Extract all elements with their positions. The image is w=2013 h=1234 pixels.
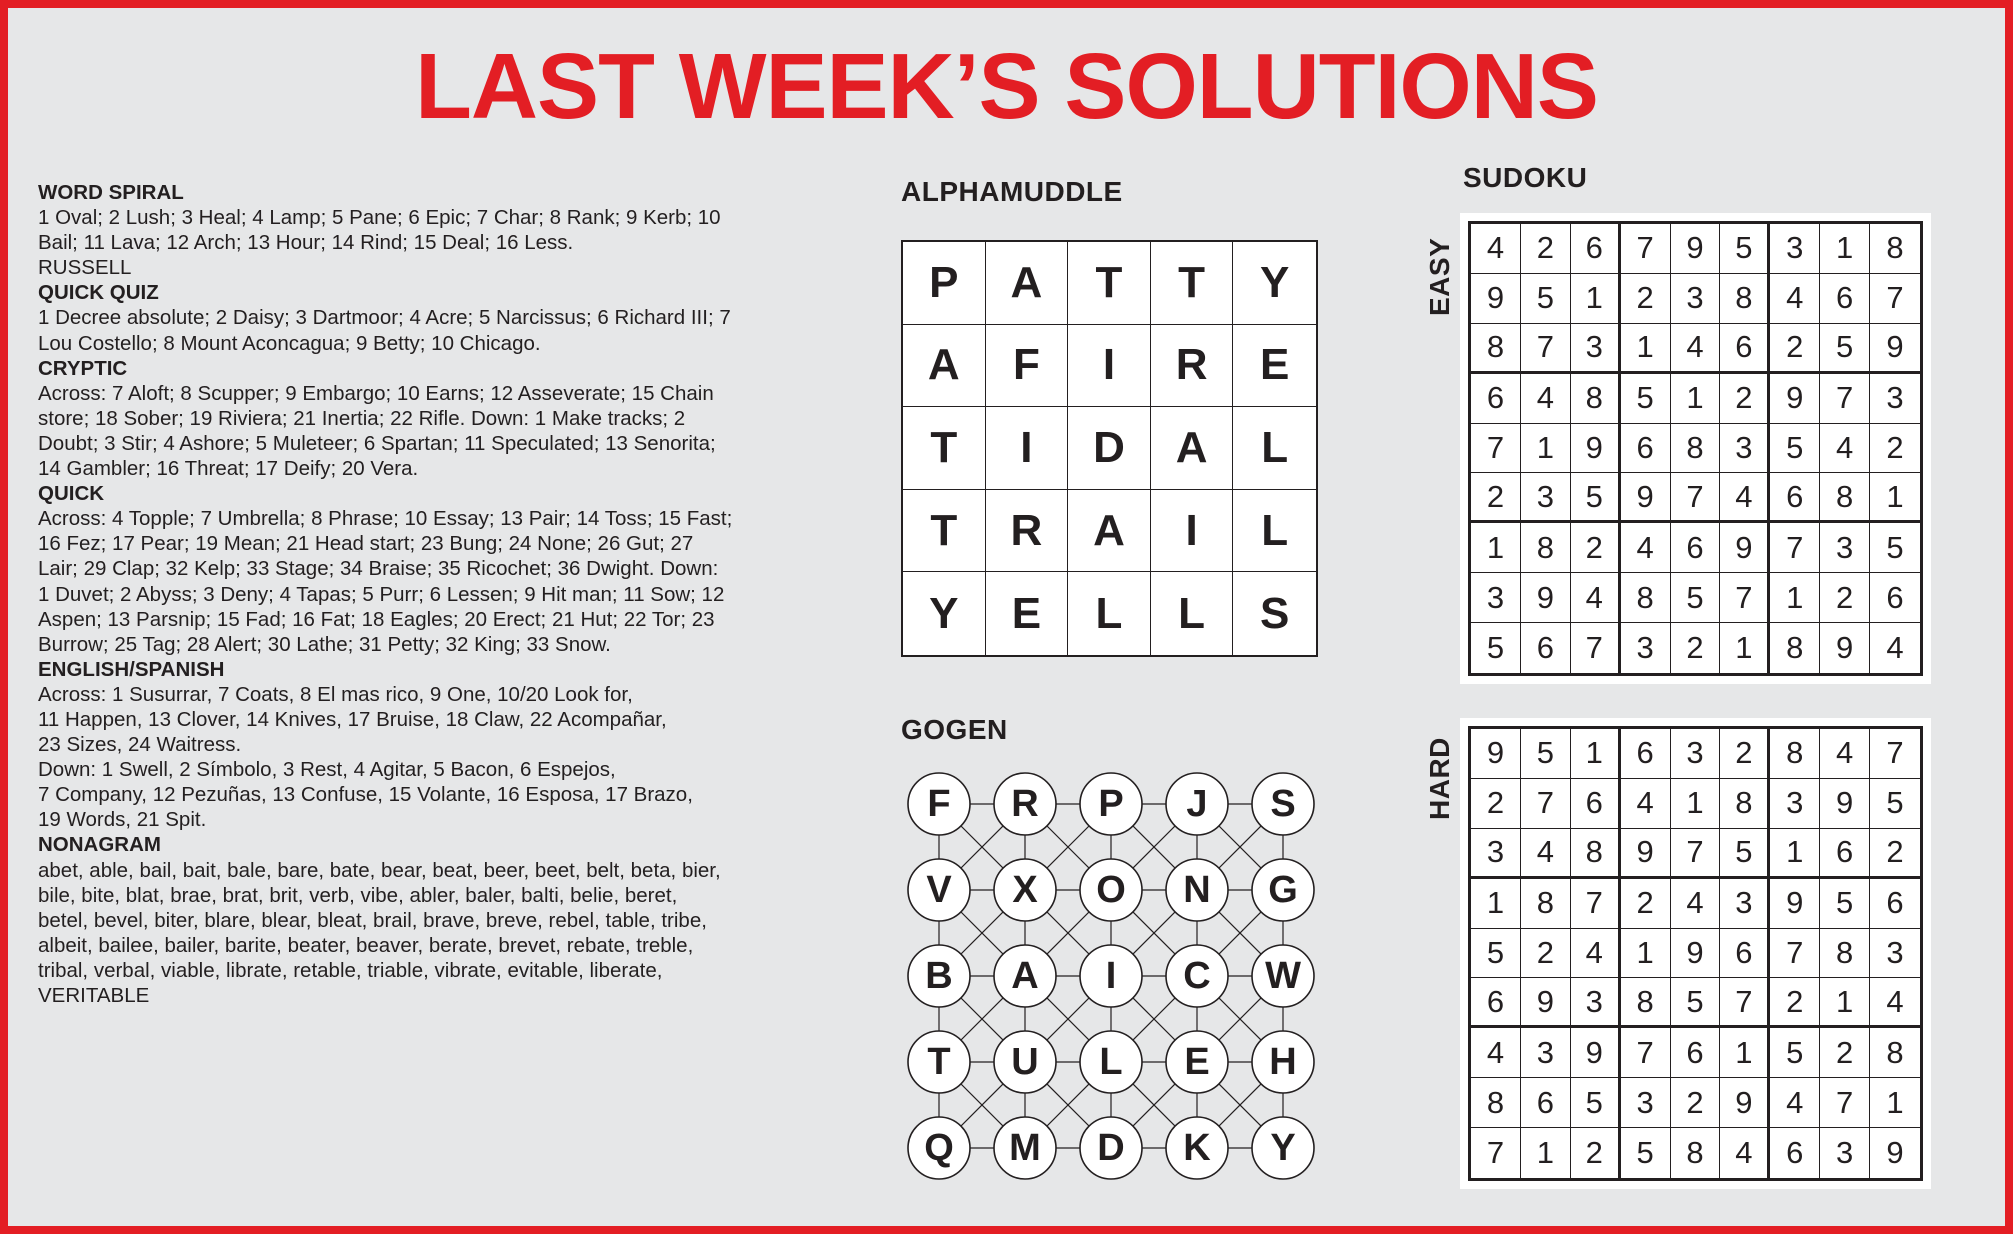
sudoku-cell: 9 — [1770, 374, 1820, 424]
sudoku-cell: 3 — [1621, 623, 1671, 673]
alphamuddle-cell: A — [1151, 407, 1234, 490]
sudoku-cell: 1 — [1571, 729, 1621, 779]
gogen-letter: P — [1098, 783, 1124, 825]
alphamuddle-cell: A — [903, 325, 986, 408]
sudoku-cell: 4 — [1521, 374, 1571, 424]
alphamuddle-cell: I — [1068, 325, 1151, 408]
alphamuddle-cell: T — [903, 407, 986, 490]
sudoku-cell: 7 — [1870, 729, 1920, 779]
sudoku-cell: 3 — [1471, 573, 1521, 623]
sudoku-cell: 9 — [1870, 324, 1920, 374]
sudoku-cell: 2 — [1770, 324, 1820, 374]
sudoku-cell: 1 — [1820, 978, 1870, 1028]
sudoku-cell: 1 — [1621, 324, 1671, 374]
sudoku-cell: 4 — [1621, 523, 1671, 573]
gogen-letter: C — [1183, 955, 1211, 997]
alphamuddle-cell: Y — [903, 572, 986, 655]
gogen-letter: L — [1099, 1041, 1123, 1083]
gogen-grid — [903, 768, 1323, 1188]
sudoku-cell: 3 — [1820, 1128, 1870, 1178]
sudoku-cell: 2 — [1870, 424, 1920, 474]
sudoku-cell: 4 — [1571, 929, 1621, 979]
alphamuddle-cell: I — [986, 407, 1069, 490]
gogen-letter: B — [925, 955, 953, 997]
sudoku-cell: 3 — [1770, 224, 1820, 274]
sudoku-cell: 6 — [1571, 779, 1621, 829]
solution-heading: ENGLISH/SPANISH — [38, 657, 225, 681]
gogen-letter: M — [1009, 1127, 1041, 1169]
sudoku-cell: 5 — [1571, 1078, 1621, 1128]
sudoku-cell: 9 — [1571, 424, 1621, 474]
sudoku-cell: 9 — [1621, 829, 1671, 879]
sudoku-cell: 4 — [1820, 424, 1870, 474]
solution-body: abet, able, bail, bait, bale, bare, bate, bear, beat, beer, beet, belt, beta, bier, bile, bite, blat, brae, brat, brit, verb, vibe, abler, baler, balti, belie, beret, betel, bevel, biter, blare, blear, bleat, brail, brave, breve, rebel, table, tribe, albeit, bailee, bailer, barite, beater, beaver, berate, brevet, rebate, treble, tribal, verbal, viable, librate, retable, triable, vibrate, evitable, liberate, VERITABLE — [38, 858, 721, 1007]
sudoku-cell: 4 — [1521, 829, 1571, 879]
alphamuddle-cell: A — [1068, 490, 1151, 573]
sudoku-cell: 7 — [1870, 274, 1920, 324]
sudoku-cell: 4 — [1720, 473, 1770, 523]
gogen-letter: K — [1183, 1127, 1211, 1169]
solution-body: 1 Decree absolute; 2 Daisy; 3 Dartmoor; 4 Acre; 5 Narcissus; 6 Richard III; 7 Lou Costello; 8 Mount Aconcagua; 9 Betty; 10 Chicago. — [38, 306, 731, 355]
sudoku-cell: 7 — [1720, 978, 1770, 1028]
gogen-title: GOGEN — [901, 714, 1008, 745]
sudoku-cell: 5 — [1571, 473, 1621, 523]
sudoku-cell: 6 — [1820, 274, 1870, 324]
sudoku-cell: 7 — [1671, 829, 1721, 879]
sudoku-cell: 4 — [1720, 1128, 1770, 1178]
sudoku-cell: 1 — [1521, 1128, 1571, 1178]
gogen-letter: E — [1184, 1041, 1210, 1083]
sudoku-cell: 1 — [1571, 274, 1621, 324]
sudoku-cell: 2 — [1820, 573, 1870, 623]
sudoku-cell: 8 — [1870, 1028, 1920, 1078]
sudoku-cell: 9 — [1671, 929, 1721, 979]
sudoku-cell: 7 — [1521, 779, 1571, 829]
sudoku-cell: 1 — [1820, 224, 1870, 274]
sudoku-cell: 5 — [1820, 879, 1870, 929]
sudoku-cell: 2 — [1571, 1128, 1621, 1178]
sudoku-cell: 6 — [1521, 1078, 1571, 1128]
gogen-letter: I — [1105, 955, 1117, 997]
sudoku-cell: 7 — [1770, 523, 1820, 573]
alphamuddle-cell: L — [1233, 407, 1316, 490]
sudoku-cell: 1 — [1720, 623, 1770, 673]
sudoku-cell: 1 — [1471, 523, 1521, 573]
sudoku-cell: 9 — [1886, 1135, 1904, 1171]
sudoku-cell: 5 — [1621, 374, 1671, 424]
sudoku-cell: 2 — [1671, 1078, 1721, 1128]
sudoku-cell: 8 — [1671, 1128, 1721, 1178]
sudoku-cell: 8 — [1571, 374, 1621, 424]
solution-heading: CRYPTIC — [38, 356, 128, 380]
sudoku-cell: 7 — [1471, 424, 1521, 474]
sudoku-cell: 8 — [1820, 473, 1870, 523]
sudoku-cell: 2 — [1820, 1028, 1870, 1078]
page-title: LAST WEEK’S SOLUTIONS — [415, 34, 1598, 138]
gogen-letter: V — [926, 869, 952, 911]
sudoku-cell: 5 — [1720, 829, 1770, 879]
sudoku-cell: 9 — [1820, 779, 1870, 829]
sudoku-cell: 8 — [1720, 779, 1770, 829]
sudoku-cell: 9 — [1720, 1078, 1770, 1128]
sudoku-cell: 9 — [1521, 573, 1571, 623]
sudoku-cell: 7 — [1720, 573, 1770, 623]
sudoku-cell: 5 — [1820, 324, 1870, 374]
alphamuddle-cell: L — [1233, 490, 1316, 573]
sudoku-easy-grid — [1468, 221, 1923, 676]
sudoku-cell: 7 — [1621, 224, 1671, 274]
sudoku-cell: 3 — [1870, 374, 1920, 424]
sudoku-cell: 7 — [1471, 1128, 1521, 1178]
sudoku-cell: 2 — [1870, 829, 1920, 879]
sudoku-hard-grid — [1468, 726, 1923, 1181]
gogen-letter: J — [1186, 783, 1208, 825]
alphamuddle-cell: Y — [1233, 242, 1316, 325]
sudoku-cell: 9 — [1571, 1028, 1621, 1078]
sudoku-cell: 8 — [1671, 424, 1721, 474]
sudoku-cell: 3 — [1720, 424, 1770, 474]
sudoku-easy-label: EASY — [1424, 237, 1455, 316]
sudoku-cell: 8 — [1870, 224, 1920, 274]
sudoku-cell: 1 — [1671, 374, 1721, 424]
sudoku-cell: 1 — [1720, 1028, 1770, 1078]
sudoku-cell: 3 — [1671, 729, 1721, 779]
solution-body: 1 Oval; 2 Lush; 3 Heal; 4 Lamp; 5 Pane; 6 Epic; 7 Char; 8 Rank; 9 Kerb; 10 Bail; 11 Lava; 12 Arch; 13 Hour; 14 Rind; 15 Deal; 16 Less. RUSSELL — [38, 206, 721, 280]
alphamuddle-cell: E — [986, 572, 1069, 655]
solution-heading: QUICK QUIZ — [38, 281, 159, 305]
sudoku-cell: 4 — [1621, 779, 1671, 829]
gogen-letter: F — [927, 783, 951, 825]
solution-body: Across: 4 Topple; 7 Umbrella; 8 Phrase; 10 Essay; 13 Pair; 14 Toss; 15 Fast; 16 Fez; 17 Pear; 19 Mean; 21 Head start; 23 Bung; 24 None; 26 Gut; 27 Lair; 29 Clap; 32 Kelp; 33 Stage; 34 Braise; 35 Ricochet; 36 Dwight. Down: 1 Duvet; 2 Abyss; 3 Deny; 4 Tapas; 5 Purr; 6 Lessen; 9 Hit man; 11 Sow; 12 Aspen; 13 Parsnip; 15 Fad; 16 Fat; 18 Eagles; 20 Erect; 21 Hut; 22 Tor; 23 Burrow; 25 Tag; 28 Alert; 30 Lathe; 31 Petty; 32 King; 33 Snow. — [38, 507, 733, 656]
sudoku-cell: 1 — [1521, 424, 1571, 474]
sudoku-cell: 2 — [1671, 623, 1721, 673]
sudoku-cell: 3 — [1571, 324, 1621, 374]
sudoku-cell: 7 — [1571, 879, 1621, 929]
sudoku-cell: 9 — [1621, 473, 1671, 523]
sudoku-cell: 8 — [1471, 324, 1521, 374]
sudoku-cell: 6 — [1571, 224, 1621, 274]
solution-cryptic — [38, 356, 818, 481]
sudoku-cell: 6 — [1621, 729, 1671, 779]
solution-quick-quiz — [38, 280, 818, 355]
sudoku-cell: 4 — [1770, 274, 1820, 324]
sudoku-cell: 5 — [1521, 729, 1571, 779]
solution-body: Across: 1 Susurrar, 7 Coats, 8 El mas rico, 9 One, 10/20 Look for, 11 Happen, 13 Clover, 14 Knives, 17 Bruise, 18 Claw, 22 Acompañar, 23 Sizes, 24 Waitress. Down: 1 Swell, 2 Símbolo, 3 Rest, 4 Agitar, 5 Bacon, 6 Espejos, 7 Company, 12 Pezuñas, 13 Confuse, 15 Volante, 16 Esposa, 17 Brazo, 19 Words, 21 Spit. — [38, 682, 693, 832]
solution-heading: WORD SPIRAL — [38, 181, 184, 204]
sudoku-cell: 8 — [1770, 729, 1820, 779]
sudoku-cell: 6 — [1870, 573, 1920, 623]
sudoku-cell: 2 — [1521, 929, 1571, 979]
alphamuddle-title: ALPHAMUDDLE — [901, 176, 1123, 207]
sudoku-cell: 3 — [1720, 879, 1770, 929]
sudoku-cell: 8 — [1621, 978, 1671, 1028]
alphamuddle-cell: T — [1068, 242, 1151, 325]
sudoku-cell: 6 — [1720, 324, 1770, 374]
gogen-letter: A — [1011, 955, 1039, 997]
gogen-letter: N — [1183, 869, 1211, 911]
sudoku-cell: 4 — [1820, 729, 1870, 779]
alphamuddle-cell: R — [1151, 325, 1234, 408]
sudoku-cell: 6 — [1820, 829, 1870, 879]
alphamuddle-cell: R — [986, 490, 1069, 573]
solution-body: Across: 7 Aloft; 8 Scupper; 9 Embargo; 10 Earns; 12 Asseverate; 15 Chain store; 18 Sober; 19 Riviera; 21 Inertia; 22 Rifle. Down: 1 Make tracks; 2 Doubt; 3 Stir; 4 Ashore; 5 Muleteer; 6 Spartan; 11 Speculated; 13 Senorita; 14 Gambler; 16 Threat; 17 Deify; 20 Vera. — [38, 381, 716, 481]
solution-heading: QUICK — [38, 482, 105, 506]
sudoku-cell: 7 — [1770, 929, 1820, 979]
sudoku-cell: 3 — [1471, 829, 1521, 879]
sudoku-cell: 3 — [1770, 779, 1820, 829]
solution-word-spiral — [38, 180, 818, 280]
sudoku-cell: 4 — [1471, 224, 1521, 274]
sudoku-cell: 6 — [1870, 879, 1920, 929]
sudoku-cell: 8 — [1720, 274, 1770, 324]
sudoku-cell: 3 — [1870, 929, 1920, 979]
alphamuddle-cell: A — [986, 242, 1069, 325]
sudoku-cell: 8 — [1820, 929, 1870, 979]
sudoku-cell: 6 — [1720, 929, 1770, 979]
sudoku-cell: 3 — [1521, 473, 1571, 523]
sudoku-cell: 6 — [1770, 473, 1820, 523]
sudoku-cell: 9 — [1521, 978, 1571, 1028]
sudoku-cell: 7 — [1621, 1028, 1671, 1078]
sudoku-cell: 5 — [1521, 274, 1571, 324]
alphamuddle-cell: I — [1151, 490, 1234, 573]
sudoku-cell: 8 — [1770, 623, 1820, 673]
sudoku-cell: 2 — [1571, 523, 1621, 573]
solution-nonagram — [38, 832, 818, 1008]
gogen-letter: H — [1269, 1041, 1297, 1083]
sudoku-cell: 2 — [1621, 879, 1671, 929]
sudoku-cell: 4 — [1870, 978, 1920, 1028]
sudoku-cell: 3 — [1820, 523, 1870, 573]
sudoku-cell: 9 — [1820, 623, 1870, 673]
sudoku-easy-panel — [1460, 213, 1931, 684]
sudoku-cell: 7 — [1820, 1078, 1870, 1128]
sudoku-cell: 9 — [1471, 274, 1521, 324]
sudoku-cell: 7 — [1820, 374, 1870, 424]
gogen-letter: O — [1096, 869, 1126, 911]
sudoku-cell: 1 — [1870, 1078, 1920, 1128]
sudoku-cell: 6 — [1671, 523, 1721, 573]
sudoku-cell: 2 — [1720, 374, 1770, 424]
sudoku-cell: 1 — [1471, 879, 1521, 929]
sudoku-cell: 6 — [1471, 978, 1521, 1028]
sudoku-cell: 4 — [1770, 1078, 1820, 1128]
sudoku-cell: 7 — [1521, 324, 1571, 374]
gogen-letter: T — [927, 1041, 951, 1083]
sudoku-cell: 9 — [1671, 224, 1721, 274]
alphamuddle-cell: L — [1151, 572, 1234, 655]
solution-heading: NONAGRAM — [38, 833, 161, 857]
sudoku-cell: 4 — [1671, 879, 1721, 929]
alphamuddle-cell: L — [1068, 572, 1151, 655]
sudoku-cell: 9 — [1770, 879, 1820, 929]
sudoku-cell: 4 — [1571, 573, 1621, 623]
sudoku-title: SUDOKU — [1463, 162, 1588, 193]
sudoku-cell: 8 — [1471, 1078, 1521, 1128]
sudoku-cell: 5 — [1870, 523, 1920, 573]
gogen-letter: X — [1012, 869, 1038, 911]
sudoku-cell: 6 — [1621, 424, 1671, 474]
alphamuddle-cell: T — [1151, 242, 1234, 325]
gogen-letter: G — [1268, 869, 1298, 911]
sudoku-cell: 2 — [1720, 729, 1770, 779]
sudoku-cell: 1 — [1870, 473, 1920, 523]
sudoku-cell: 5 — [1471, 623, 1521, 673]
sudoku-cell: 4 — [1671, 324, 1721, 374]
sudoku-cell: 9 — [1471, 729, 1521, 779]
sudoku-cell: 5 — [1671, 978, 1721, 1028]
sudoku-cell: 9 — [1720, 523, 1770, 573]
sudoku-cell: 1 — [1671, 779, 1721, 829]
sudoku-cell: 6 — [1671, 1028, 1721, 1078]
gogen-letter: Y — [1270, 1127, 1296, 1169]
alphamuddle-cell: S — [1260, 588, 1290, 638]
gogen-letter: R — [1011, 783, 1039, 825]
sudoku-cell: 6 — [1770, 1128, 1820, 1178]
sudoku-cell: 6 — [1521, 623, 1571, 673]
sudoku-cell: 8 — [1571, 829, 1621, 879]
sudoku-cell: 5 — [1720, 224, 1770, 274]
alphamuddle-cell: T — [903, 490, 986, 573]
sudoku-cell: 1 — [1621, 929, 1671, 979]
sudoku-cell: 5 — [1471, 929, 1521, 979]
solutions-text-column — [38, 180, 818, 1008]
sudoku-cell: 4 — [1886, 630, 1904, 666]
sudoku-hard-panel — [1460, 718, 1931, 1189]
sudoku-cell: 8 — [1521, 523, 1571, 573]
sudoku-cell: 5 — [1770, 1028, 1820, 1078]
sudoku-cell: 3 — [1521, 1028, 1571, 1078]
sudoku-cell: 1 — [1770, 829, 1820, 879]
solution-english-spanish — [38, 657, 818, 833]
gogen-letter: W — [1265, 955, 1301, 997]
gogen-letter: S — [1270, 783, 1296, 825]
sudoku-cell: 2 — [1521, 224, 1571, 274]
sudoku-cell: 2 — [1770, 978, 1820, 1028]
alphamuddle-cell: P — [903, 242, 986, 325]
gogen-letter: Q — [924, 1127, 954, 1169]
sudoku-cell: 8 — [1521, 879, 1571, 929]
alphamuddle-cell: E — [1233, 325, 1316, 408]
sudoku-cell: 2 — [1471, 779, 1521, 829]
gogen-letter: D — [1097, 1127, 1125, 1169]
sudoku-cell: 8 — [1621, 573, 1671, 623]
sudoku-cell: 2 — [1621, 274, 1671, 324]
sudoku-hard-label: HARD — [1424, 737, 1455, 820]
sudoku-cell: 5 — [1671, 573, 1721, 623]
alphamuddle-grid — [901, 240, 1318, 657]
sudoku-cell: 3 — [1571, 978, 1621, 1028]
sudoku-cell: 7 — [1571, 623, 1621, 673]
sudoku-cell: 3 — [1621, 1078, 1671, 1128]
gogen-letter: U — [1011, 1041, 1039, 1083]
sudoku-cell: 2 — [1471, 473, 1521, 523]
sudoku-cell: 3 — [1671, 274, 1721, 324]
sudoku-cell: 6 — [1471, 374, 1521, 424]
sudoku-cell: 4 — [1471, 1028, 1521, 1078]
sudoku-cell: 5 — [1870, 779, 1920, 829]
sudoku-cell: 5 — [1770, 424, 1820, 474]
sudoku-cell: 7 — [1671, 473, 1721, 523]
alphamuddle-cell: F — [986, 325, 1069, 408]
sudoku-cell: 5 — [1621, 1128, 1671, 1178]
alphamuddle-cell: D — [1068, 407, 1151, 490]
sudoku-cell: 1 — [1770, 573, 1820, 623]
solution-quick — [38, 481, 818, 657]
